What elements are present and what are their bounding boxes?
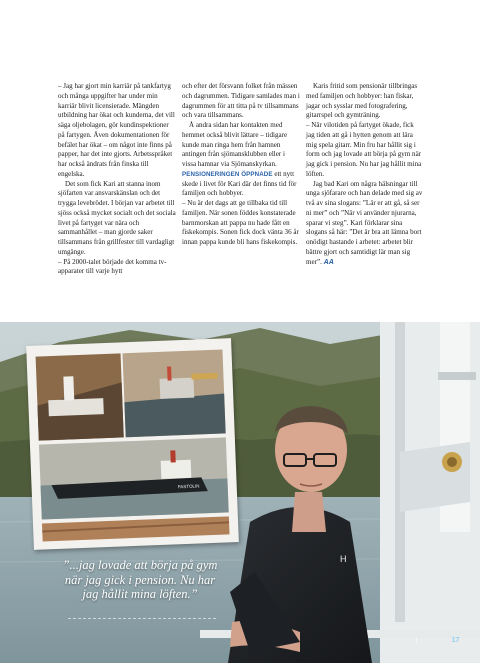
paragraph: och efter det försvann folket från mässen och dagrummen. Tidigare samlades man i dagrummen för att titta på tv tillsammans och vara tillsammans.	[182, 82, 300, 120]
article-end-mark: AA	[323, 258, 334, 266]
svg-text:H: H	[340, 554, 347, 564]
paragraph: Karis fritid som pensionär tillbringas med familjen och hobbyer: han fiskar, jagar och sysslar med fotografering, gitarrspel och gymträning.	[306, 82, 418, 120]
page-footer	[389, 637, 469, 644]
article-text	[0, 0, 480, 322]
paragraph: – När vilotiden på fartyget ökade, fick jag tiden att gå i hytten genom att lära mig spela gitarr. Min fru har hållit sig i form och jag lovade att börja på gym när jag gick i pension. Nu har jag hållit mina löften.	[306, 121, 422, 178]
section-subhead: PENSIONERINGEN ÖPPNADE	[182, 170, 273, 178]
portrait-photo	[0, 322, 480, 663]
text-column-2	[182, 82, 300, 248]
quote-underline	[68, 618, 216, 621]
paragraph: – Nu är det dags att ge tillbaka tid till familjen. När sonen föddes konstaterade barnmorskan att pappa nu hade fått en fiskekompis. Sonen fick dock vänta 36 år innan pappa kunde bli hans fiskekompis.	[182, 199, 299, 246]
paragraph-text: Jag bad Kari om några hälsningar till unga sjöfarare och han delade med sig av två av sina slogans: ”Lär er att gå, så ser ni mer” och ”När vi använder njurarna, sparar vi steg”. Kari förklarar sina slogans så här: ”Det är bra att lämna bort onödigt hastande i arbetet: arbetet blir bättre gjort och samtidigt lär man sig mer”.	[306, 179, 423, 266]
page-number: 17	[451, 637, 460, 644]
paragraph: – Jag har gjort min karriär på tankfartyg och många uppgifter har under min karriär blivit licensierade. Mängden utbildning har ökat och kunderna, det vill säga oljebolagen, gör kundinspektioner på fartygen. Även dokumentationen för befälet har ökat – om något inte finns på papper, har det inte gjorts. Arbetsspråket har också ändrats från finska till engelska.	[58, 82, 175, 178]
text-column-1	[58, 82, 176, 277]
paragraph-text: ett nytt skede i livet för Kari där det finns tid för familjen och hobbyer.	[182, 169, 297, 198]
footer-separator: |	[415, 638, 418, 644]
paragraph: – På 2000-talet började det komma tv-apparater till varje hytt	[58, 257, 167, 276]
ship-name-label: PASTOLIN	[177, 483, 200, 490]
text-column-3	[306, 82, 424, 267]
paragraph: Det som fick Kari att stanna inom sjöfarten var ansvarskänslan och det trygga levebrödet. I början var arbetet till sjöss också mycket socialt och det sociala livet på fartyget var nära och sammanhållet – man gjorde saker tillsammans från grillfester till vardagligt umgänge.	[58, 179, 176, 256]
pull-quote: ”...jag lovade att börja på gym när jag gick i pension. Nu har jag hållit mina löften.”	[62, 558, 218, 601]
paragraph-with-subhead	[182, 170, 300, 199]
paragraph: Å andra sidan har kontakten med hemmet också blivit lättare – tidigare kunde man ringa hem från hamnen antingen från sjömansklubben eller i vissa hamnar via Sjömanskyrkan.	[182, 121, 288, 168]
paragraph	[306, 180, 424, 268]
footer-brand-secondary: Albatrossen	[419, 638, 449, 644]
photo-collage	[26, 338, 239, 550]
footer-brand: Albatrossi	[389, 638, 414, 644]
